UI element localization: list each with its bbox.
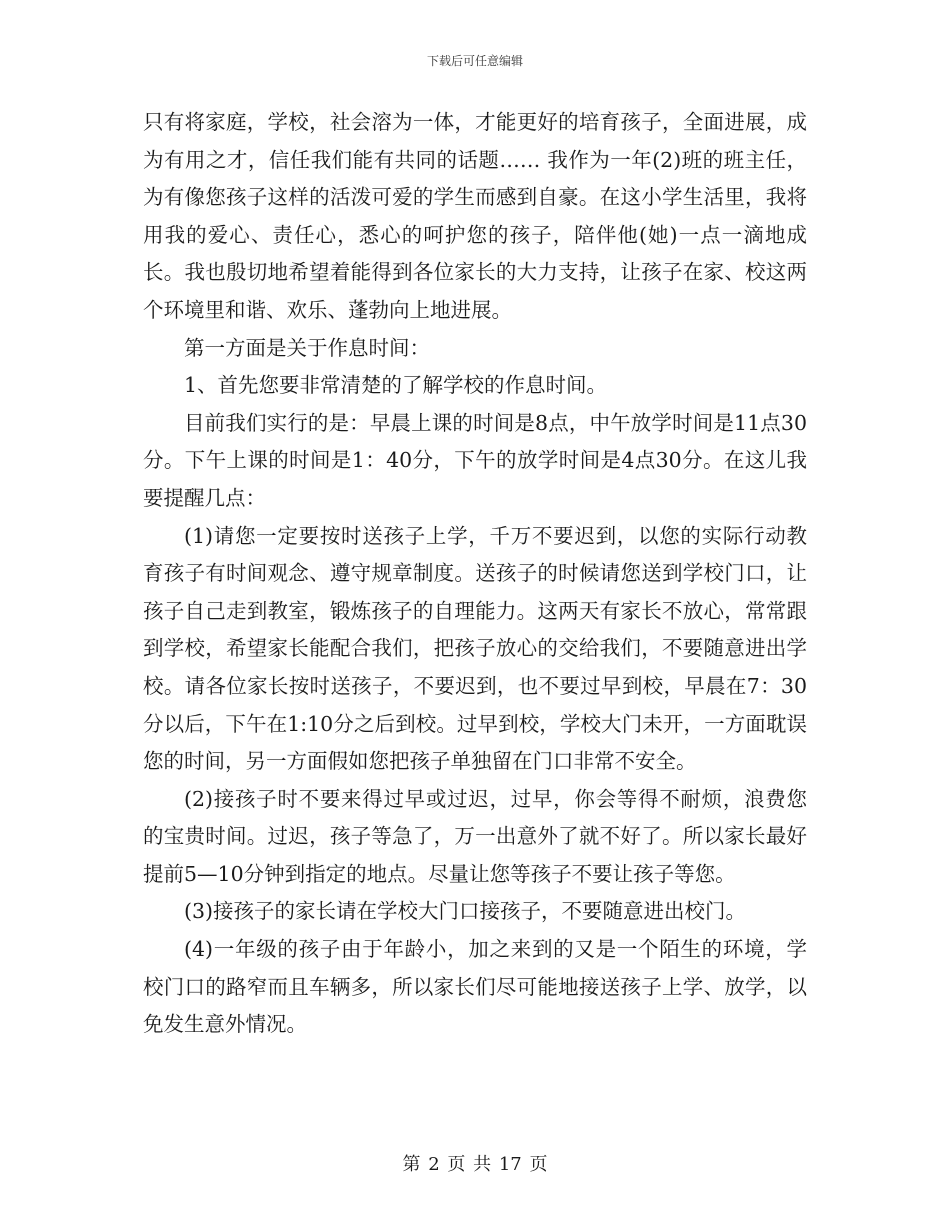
page-header: 下载后可任意编辑 xyxy=(426,54,523,68)
paragraph-point-2: (2)接孩子时不要来得过早或过迟，过早，你会等得不耐烦，浪费您的宝贵时间。过迟，孩子等急了，万一出意外了就不好了。所以家长最好提前5—10分钟到指定的地点。尽量让您等孩子不要让孩子等您。 xyxy=(143,786,807,886)
paragraph-point-1: (1)请您一定要按时送孩子上学，千万不要迟到，以您的实际行动教育孩子有时间观念、遵守规章制度。送孩子的时候请您送到学校门口，让孩子自己走到教室，锻炼孩子的自理能力。这两天有家长不放心，常常跟到学校，希望家长能配合我们，把孩子放心的交给我们，不要随意进出学校。请各位家长按时送孩子，不要迟到，也不要过早到校，早晨在7：30分以后，下午在1:10分之后到校。过早到校，学校大门未开，一方面耽误您的时间，另一方面假如您把孩子单独留在门口非常不安全。 xyxy=(143,523,807,774)
page-footer: 第 2 页 共 17 页 xyxy=(402,1154,548,1175)
paragraph-point-4: (4)一年级的孩子由于年龄小，加之来到的又是一个陌生的环境，学校门口的路窄而且车辆多，所以家长们尽可能地接送孩子上学、放学，以免发生意外情况。 xyxy=(143,937,807,1037)
section-heading-schedule: 第一方面是关于作息时间： xyxy=(184,335,430,360)
paragraph-intro: 只有将家庭，学校，社会溶为一体，才能更好的培育孩子，全面进展，成为有用之才，信任我们能有共同的话题…… 我作为一年(2)班的班主任，为有像您孩子这样的活泼可爱的学生而感到自豪。在这小学生活里，我将用我的爱心、责任心，悉心的呵护您的孩子，陪伴他(她)一点一滴地成长。我也殷切地希望着能得到各位家长的大力支持，让孩子在家、校这两个环境里和谐、欢乐、蓬勃向上地进展。 xyxy=(143,110,807,322)
paragraph-item-1: 1、首先您要非常清楚的了解学校的作息时间。 xyxy=(184,373,608,398)
paragraph-point-3: (3)接孩子的家长请在学校大门口接孩子，不要随意进出校门。 xyxy=(184,899,747,924)
document-body xyxy=(143,104,807,1044)
paragraph-schedule-times: 目前我们实行的是：早晨上课的时间是8点，中午放学时间是11点30分。下午上课的时间是1：40分，下午的放学时间是4点30分。在这儿我要提醒几点： xyxy=(143,410,807,510)
